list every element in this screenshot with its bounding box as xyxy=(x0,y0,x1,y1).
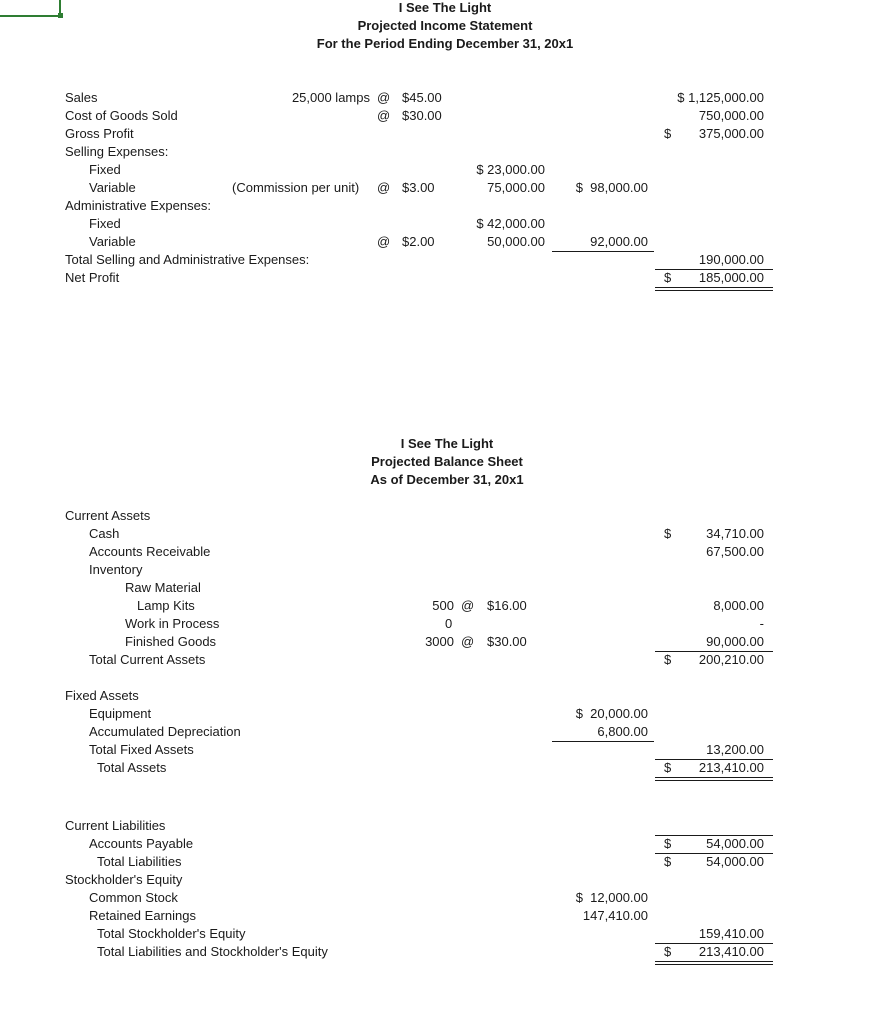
at-symbol: @ xyxy=(377,90,391,105)
lamp-kits-qty: 500 xyxy=(432,598,454,613)
admin-variable-label: Variable xyxy=(89,234,136,249)
selling-fixed-label: Fixed xyxy=(89,162,121,177)
retained-earnings-label: Retained Earnings xyxy=(89,908,196,923)
double-underline xyxy=(655,287,773,288)
wip-qty: 0 xyxy=(445,616,453,631)
tlse-dollar: $ xyxy=(664,944,672,959)
net-label: Net Profit xyxy=(65,270,120,285)
balance-company: I See The Light xyxy=(400,436,494,451)
sales-price: $45.00 xyxy=(402,90,442,105)
at-symbol: @ xyxy=(377,108,391,123)
income-company: I See The Light xyxy=(398,0,492,15)
sales-label: Sales xyxy=(65,90,98,105)
selling-fixed: $ 23,000.00 xyxy=(476,162,545,177)
underline xyxy=(552,741,654,742)
cash-label: Cash xyxy=(89,526,120,541)
finished-goods-qty: 3000 xyxy=(425,634,454,649)
equipment: $ 20,000.00 xyxy=(575,706,648,721)
se-label: Stockholder's Equity xyxy=(65,872,183,887)
double-underline xyxy=(655,780,773,781)
wip-label: Work in Process xyxy=(125,616,220,631)
accumulated-depreciation: 6,800.00 xyxy=(597,724,648,739)
total-sa-label: Total Selling and Administrative Expenses: xyxy=(65,252,310,267)
cogs-total: 750,000.00 xyxy=(698,108,764,123)
total-stockholders-equity: 159,410.00 xyxy=(698,926,764,941)
commission-rate: $3.00 xyxy=(402,180,435,195)
income-period: For the Period Ending December 31, 20x1 xyxy=(316,36,574,51)
at-symbol: @ xyxy=(461,598,475,613)
total-fixed-assets: 13,200.00 xyxy=(706,742,764,757)
underline xyxy=(552,251,654,252)
common-stock: $ 12,000.00 xyxy=(575,890,648,905)
inventory-label: Inventory xyxy=(89,562,143,577)
current-liabilities-label: Current Liabilities xyxy=(65,818,166,833)
double-underline xyxy=(655,961,773,962)
selling-label: Selling Expenses: xyxy=(65,144,169,159)
ap-dollar: $ xyxy=(664,836,672,851)
tl-dollar: $ xyxy=(664,854,672,869)
cash-dollar: $ xyxy=(664,526,672,541)
at-symbol: @ xyxy=(377,180,391,195)
tca-label: Total Current Assets xyxy=(89,652,206,667)
admin-label: Administrative Expenses: xyxy=(65,198,211,213)
total-liabilities: 54,000.00 xyxy=(706,854,764,869)
lamp-kits-label: Lamp Kits xyxy=(137,598,195,613)
total-current-assets: 200,210.00 xyxy=(698,652,764,667)
cogs-price: $30.00 xyxy=(402,108,442,123)
balance-title: Projected Balance Sheet xyxy=(371,454,523,469)
raw-material-label: Raw Material xyxy=(125,580,201,595)
lamp-kits-price: $16.00 xyxy=(487,598,527,613)
admin-total: 92,000.00 xyxy=(590,234,648,249)
cell-selection-border xyxy=(0,15,61,17)
tse-label: Total Stockholder's Equity xyxy=(97,926,246,941)
admin-fixed-label: Fixed xyxy=(89,216,121,231)
selling-variable: 75,000.00 xyxy=(487,180,545,195)
double-underline xyxy=(655,290,773,291)
fixed-assets-label: Fixed Assets xyxy=(65,688,139,703)
selling-variable-label: Variable xyxy=(89,180,136,195)
commission-label: (Commission per unit) xyxy=(232,180,360,195)
ar-label: Accounts Receivable xyxy=(89,544,211,559)
accounts-payable: 54,000.00 xyxy=(706,836,764,851)
tfa-label: Total Fixed Assets xyxy=(89,742,194,757)
selling-total: $ 98,000.00 xyxy=(575,180,648,195)
admin-rate: $2.00 xyxy=(402,234,435,249)
ta-dollar: $ xyxy=(664,760,672,775)
tca-dollar: $ xyxy=(664,652,672,667)
cogs-label: Cost of Goods Sold xyxy=(65,108,178,123)
balance-date: As of December 31, 20x1 xyxy=(370,472,524,487)
finished-goods-label: Finished Goods xyxy=(125,634,217,649)
at-symbol: @ xyxy=(377,234,391,249)
cash: 34,710.00 xyxy=(706,526,764,541)
finished-goods-price: $30.00 xyxy=(487,634,527,649)
accounts-receivable: 67,500.00 xyxy=(706,544,764,559)
admin-fixed: $ 42,000.00 xyxy=(476,216,545,231)
equipment-label: Equipment xyxy=(89,706,152,721)
income-title: Projected Income Statement xyxy=(357,18,533,33)
lamp-kits: 8,000.00 xyxy=(713,598,764,613)
sales-total: $ 1,125,000.00 xyxy=(677,90,764,105)
wip: - xyxy=(759,616,764,631)
common-stock-label: Common Stock xyxy=(89,890,178,905)
sales-qty: 25,000 lamps xyxy=(291,90,370,105)
admin-variable: 50,000.00 xyxy=(487,234,545,249)
total-assets: 213,410.00 xyxy=(698,760,764,775)
ap-label: Accounts Payable xyxy=(89,836,194,851)
net-total: 185,000.00 xyxy=(698,270,764,285)
total-liabilities-and-equity: 213,410.00 xyxy=(698,944,764,959)
tl-label: Total Liabilities xyxy=(97,854,182,869)
gross-label: Gross Profit xyxy=(65,126,134,141)
retained-earnings: 147,410.00 xyxy=(582,908,648,923)
accum-dep-label: Accumulated Depreciation xyxy=(89,724,241,739)
tlse-label: Total Liabilities and Stockholder's Equity xyxy=(97,944,328,959)
cell-fill-handle[interactable] xyxy=(58,13,63,18)
ta-label: Total Assets xyxy=(97,760,167,775)
double-underline xyxy=(655,777,773,778)
net-dollar: $ xyxy=(664,270,672,285)
at-symbol: @ xyxy=(461,634,475,649)
current-assets-label: Current Assets xyxy=(65,508,151,523)
gross-total: 375,000.00 xyxy=(698,126,764,141)
gross-dollar: $ xyxy=(664,126,672,141)
finished-goods: 90,000.00 xyxy=(706,634,764,649)
double-underline xyxy=(655,964,773,965)
total-sa: 190,000.00 xyxy=(698,252,764,267)
